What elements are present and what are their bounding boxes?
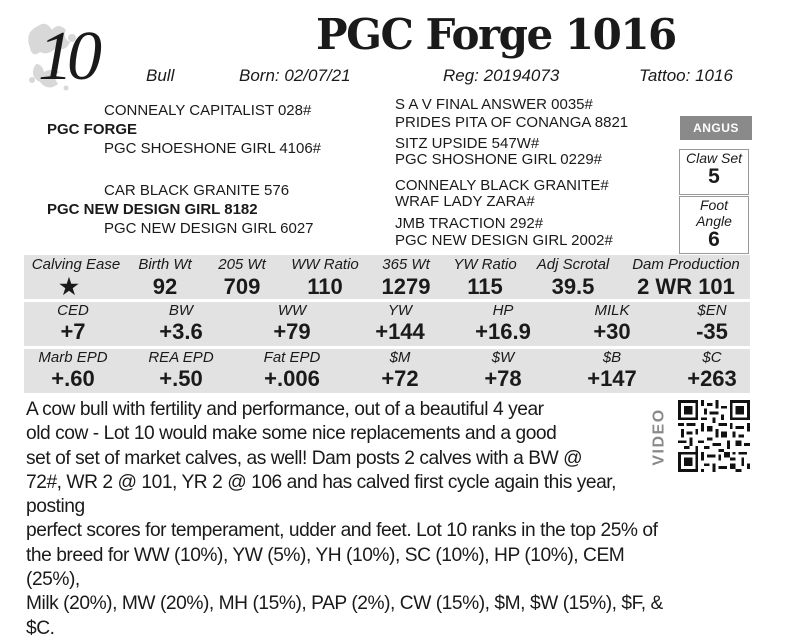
- pedigree-dam: PGC NEW DESIGN GIRL 8182: [47, 201, 258, 218]
- pedigree-dam-sire: CAR BLACK GRANITE 576: [104, 182, 290, 199]
- pedigree-ds-sire: CONNEALY BLACK GRANITE#: [395, 177, 609, 194]
- dam-production-value: 2 WR 101: [637, 274, 735, 299]
- ced-value: +7: [60, 319, 86, 344]
- lot-description: [26, 398, 666, 641]
- foot-angle-label-2: Angle: [696, 213, 732, 229]
- fat-epd-label: Fat EPD: [263, 349, 321, 366]
- foot-angle-box: [679, 196, 749, 254]
- pedigree-ss-sire: S A V FINAL ANSWER 0035#: [395, 96, 593, 113]
- pedigree-ss-dam: PRIDES PITA OF CONANGA 8821: [395, 114, 629, 131]
- birth-date: Born: 02/07/21: [239, 66, 351, 85]
- description-line: A cow bull with fertility and performance, out of a beautiful 4 year: [26, 399, 544, 420]
- dollar-m-label: $M: [389, 349, 411, 366]
- dollar-w-value: +78: [484, 366, 522, 391]
- dollar-m-value: +72: [381, 366, 419, 391]
- hp-label: HP: [492, 302, 514, 319]
- birth-wt-value: 92: [152, 274, 178, 299]
- registration-number: Reg: 20194073: [443, 66, 560, 85]
- yw-value: +144: [375, 319, 425, 344]
- dollar-b-label: $B: [602, 349, 622, 366]
- claw-set-box: [679, 149, 749, 195]
- pedigree-ds-dam: WRAF LADY ZARA#: [395, 193, 535, 210]
- en-value: -35: [696, 319, 728, 344]
- video-qr-code-icon[interactable]: [678, 400, 750, 472]
- pedigree-sire-sire: CONNEALY CAPITALIST 028#: [104, 102, 312, 119]
- marb-epd-label: Marb EPD: [38, 349, 108, 366]
- yw-ratio-label: YW Ratio: [453, 256, 517, 273]
- dollar-w-label: $W: [491, 349, 515, 366]
- lot-number: 10: [38, 18, 96, 95]
- yw-label: YW: [387, 302, 413, 319]
- 365-wt-value: 1279: [381, 274, 431, 299]
- description-line: 72#, WR 2 @ 101, YR 2 @ 106 and has calved first cycle again this year, posting: [26, 471, 617, 518]
- hp-value: +16.9: [475, 319, 531, 344]
- yw-ratio-value: 115: [467, 274, 503, 299]
- ww-ratio-value: 110: [307, 274, 343, 299]
- sex-label: Bull: [146, 66, 175, 85]
- foot-angle-value: 6: [708, 228, 720, 251]
- fat-epd-value: +.006: [264, 366, 320, 391]
- birth-wt-label: Birth Wt: [138, 256, 192, 273]
- bw-value: +3.6: [159, 319, 203, 344]
- pedigree-dd-dam: PGC NEW DESIGN GIRL 2002#: [395, 232, 613, 249]
- 205-wt-value: 709: [223, 274, 261, 299]
- milk-value: +30: [593, 319, 631, 344]
- dollar-c-value: +263: [687, 366, 737, 391]
- foot-angle-label-1: Foot: [699, 197, 728, 213]
- video-label: VIDEO: [651, 408, 669, 466]
- ww-label: WW: [277, 302, 307, 319]
- description-line: perfect scores for temperament, udder and feet. Lot 10 ranks in the top 25% of: [26, 520, 658, 542]
- 365-wt-label: 365 Wt: [382, 256, 430, 273]
- animal-name-title: PGC Forge 1016: [316, 10, 676, 59]
- adj-scrotal-label: Adj Scrotal: [536, 256, 610, 273]
- calving-ease-star-icon: ★: [59, 274, 79, 299]
- ww-ratio-label: WW Ratio: [291, 256, 359, 273]
- ww-value: +79: [273, 319, 311, 344]
- angus-logo: ANGUS: [680, 116, 752, 140]
- description-line: old cow - Lot 10 would make some nice replacements and a good: [26, 423, 557, 445]
- adj-scrotal-value: 39.5: [551, 274, 595, 299]
- pedigree-sd-sire: SITZ UPSIDE 547W#: [395, 135, 540, 152]
- rea-epd-label: REA EPD: [148, 349, 214, 366]
- bw-label: BW: [168, 302, 194, 319]
- dam-production-label: Dam Production: [632, 256, 740, 273]
- rea-epd-value: +.50: [159, 366, 203, 391]
- pedigree-sire-dam: PGC SHOESHONE GIRL 4106#: [104, 140, 322, 157]
- description-line: Milk (20%), MW (20%), MH (15%), PAP (2%), CW (15%), $M, $W (15%), $F, & $C.: [26, 593, 663, 639]
- tattoo: Tattoo: 1016: [639, 66, 733, 85]
- en-label: $EN: [697, 302, 727, 319]
- ced-label: CED: [57, 302, 89, 319]
- marb-epd-value: +.60: [51, 366, 95, 391]
- claw-set-label: Claw Set: [685, 150, 743, 166]
- calving-ease-label: Calving Ease: [31, 256, 121, 273]
- dollar-b-value: +147: [587, 366, 637, 391]
- pedigree-sd-dam: PGC SHOSHONE GIRL 0229#: [395, 151, 603, 168]
- pedigree-dd-sire: JMB TRACTION 292#: [395, 215, 544, 232]
- dollar-c-label: $C: [702, 349, 722, 366]
- 205-wt-label: 205 Wt: [218, 256, 266, 273]
- description-line: the breed for WW (10%), YW (5%), YH (10%), SC (10%), HP (10%), CEM (25%),: [26, 544, 625, 591]
- pedigree-dam-dam: PGC NEW DESIGN GIRL 6027: [104, 220, 314, 237]
- milk-label: MILK: [594, 302, 630, 319]
- description-line: set of set of market calves, as well! Dam posts 2 calves with a BW @: [26, 447, 583, 469]
- claw-set-value: 5: [708, 165, 720, 188]
- pedigree-sire: PGC FORGE: [47, 121, 138, 138]
